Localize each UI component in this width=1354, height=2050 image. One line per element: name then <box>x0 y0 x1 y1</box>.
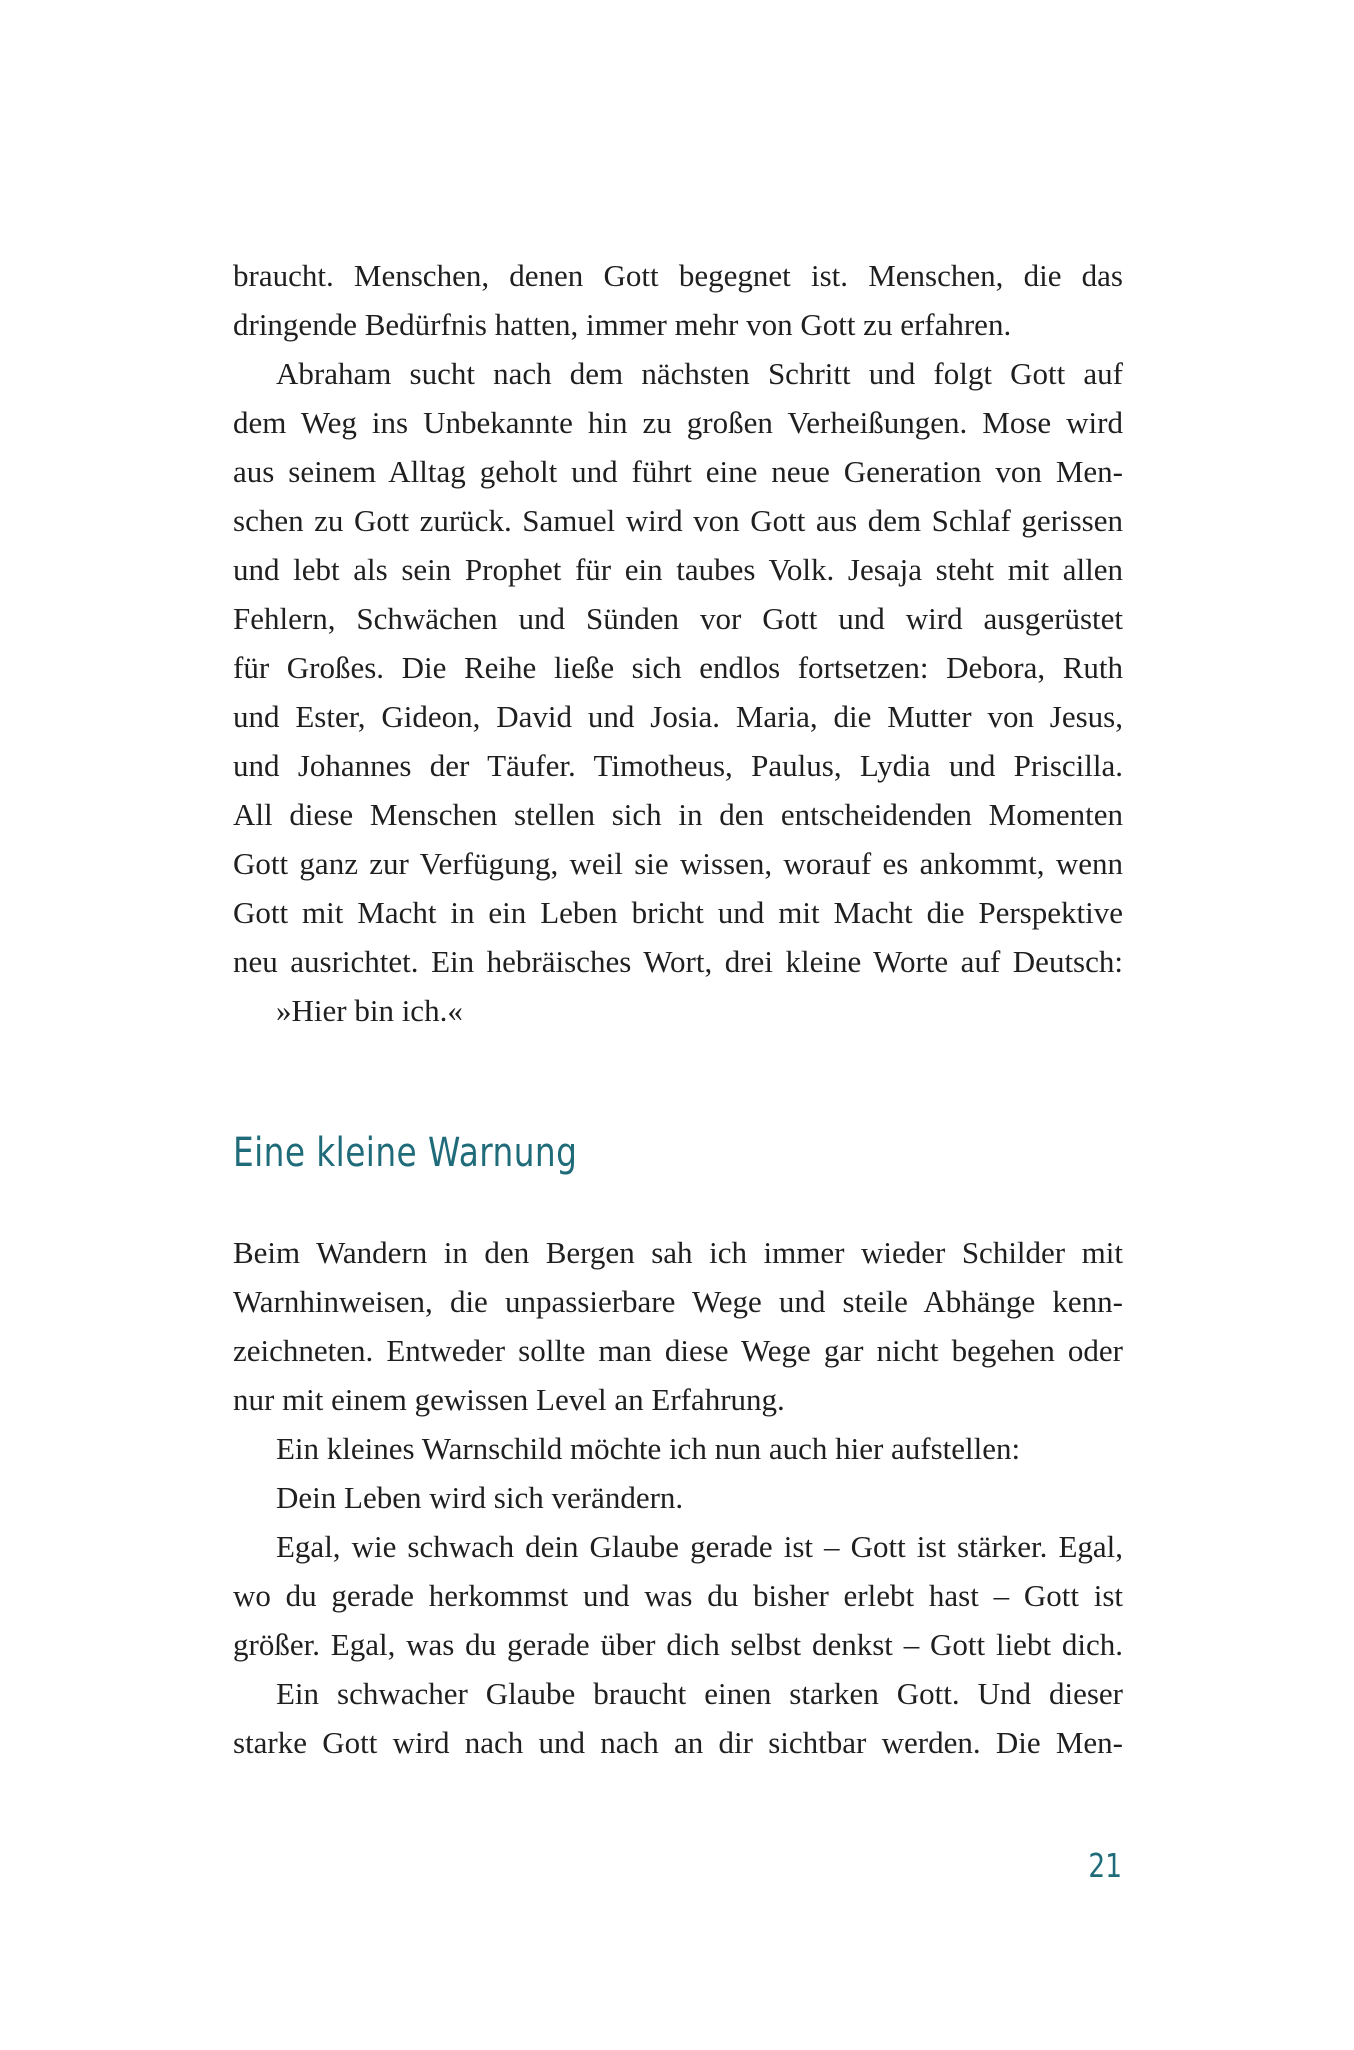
body-text-section-1 <box>233 251 1123 1035</box>
text-line: aus seinem Alltag geholt und führt eine neue Generation von Men- <box>233 454 1123 489</box>
text-line: Gott ganz zur Verfügung, weil sie wissen, worauf es ankommt, wenn <box>233 846 1123 881</box>
text-line: und lebt als sein Prophet für ein taubes Volk. Jesaja steht mit allen <box>233 552 1123 587</box>
text-line: »Hier bin ich.« <box>276 993 463 1028</box>
text-line: neu ausrichtet. Ein hebräisches Wort, drei kleine Worte auf Deutsch: <box>233 944 1123 979</box>
text-line: Gott mit Macht in ein Leben bricht und mit Macht die Perspektive <box>233 895 1123 930</box>
body-text-section-2 <box>233 1228 1123 1767</box>
text-line: für Großes. Die Reihe ließe sich endlos fortsetzen: Debora, Ruth <box>233 650 1123 685</box>
text-line: Beim Wandern in den Bergen sah ich immer wieder Schilder mit <box>233 1235 1123 1270</box>
text-line: Ein schwacher Glaube braucht einen starken Gott. Und dieser <box>276 1676 1123 1711</box>
text-line: nur mit einem gewissen Level an Erfahrung. <box>233 1382 785 1417</box>
text-line: Warnhinweisen, die unpassierbare Wege und steile Abhänge kenn- <box>233 1284 1123 1319</box>
text-line: schen zu Gott zurück. Samuel wird von Gott aus dem Schlaf gerissen <box>233 503 1123 538</box>
text-line: dringende Bedürfnis hatten, immer mehr von Gott zu erfahren. <box>233 307 1012 342</box>
text-line: All diese Menschen stellen sich in den entscheidenden Momenten <box>233 797 1123 832</box>
text-line: und Ester, Gideon, David und Josia. Maria, die Mutter von Jesus, <box>233 699 1123 734</box>
page-number: 21 <box>1088 1846 1122 1885</box>
text-line: Egal, wie schwach dein Glaube gerade ist – Gott ist stärker. Egal, <box>276 1529 1123 1564</box>
text-line: und Johannes der Täufer. Timotheus, Paulus, Lydia und Priscilla. <box>233 748 1123 783</box>
text-line: braucht. Menschen, denen Gott begegnet ist. Menschen, die das <box>233 258 1123 293</box>
text-line: wo du gerade herkommst und was du bisher erlebt hast – Gott ist <box>233 1578 1123 1613</box>
text-line: Abraham sucht nach dem nächsten Schritt und folgt Gott auf <box>276 356 1123 391</box>
text-line: dem Weg ins Unbekannte hin zu großen Verheißungen. Mose wird <box>233 405 1123 440</box>
section-heading: Eine kleine Warnung <box>233 1130 578 1176</box>
text-line: zeichneten. Entweder sollte man diese Wege gar nicht begehen oder <box>233 1333 1123 1368</box>
text-line: Ein kleines Warnschild möchte ich nun auch hier aufstellen: <box>276 1431 1021 1466</box>
text-line: starke Gott wird nach und nach an dir sichtbar werden. Die Men- <box>233 1725 1123 1760</box>
text-line: Fehlern, Schwächen und Sünden vor Gott und wird ausgerüstet <box>233 601 1123 636</box>
text-line: Dein Leben wird sich verändern. <box>276 1480 684 1515</box>
text-line: größer. Egal, was du gerade über dich selbst denkst – Gott liebt dich. <box>233 1627 1123 1662</box>
